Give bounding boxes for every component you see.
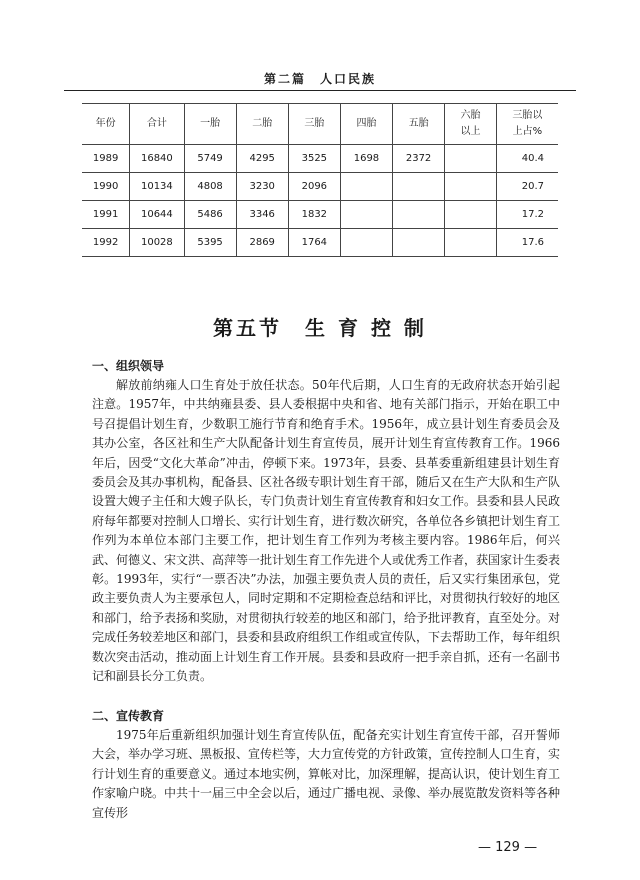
table-cell: 17.2 [496,201,558,229]
subsection-heading-publicity: 二、宣传教育 [92,709,165,723]
table-cell: 20.7 [496,173,558,201]
col-header-second: 二胎 [236,104,288,145]
table-row [82,201,558,229]
header-line: 六胎 [460,110,481,121]
table-cell: 10134 [130,173,184,201]
header-line: 上占% [512,126,543,137]
table-cell: 5395 [184,229,236,257]
table-cell: 5749 [184,145,236,173]
table-cell: 1832 [288,201,340,229]
table-cell: 1764 [288,229,340,257]
table-cell [393,173,445,201]
section-title: 第五节 生 育 控 制 [213,316,427,340]
table-cell: 3346 [236,201,288,229]
birth-order-table [82,103,558,257]
table-header-row [82,104,558,145]
header-rule [64,90,576,91]
table-cell [445,201,497,229]
table-cell: 4295 [236,145,288,173]
table-cell [445,145,497,173]
col-header-total: 合计 [130,104,184,145]
col-header-year: 年份 [82,104,130,145]
col-header-first: 一胎 [184,104,236,145]
table-cell: 5486 [184,201,236,229]
table-row [82,229,558,257]
page-number: — 129 — [478,840,538,855]
table-cell: 10644 [130,201,184,229]
running-head: 第二篇 人口民族 [263,72,376,86]
table-cell: 40.4 [496,145,558,173]
table-cell: 4808 [184,173,236,201]
table-cell: 1698 [340,145,392,173]
table-row [82,145,558,173]
table-cell [445,229,497,257]
col-header-third: 三胎 [288,104,340,145]
table-cell: 2869 [236,229,288,257]
table-cell [340,201,392,229]
table-cell: 2096 [288,173,340,201]
table-cell: 1990 [82,173,130,201]
table-cell: 10028 [130,229,184,257]
table-cell [340,229,392,257]
paragraph-publicity: 1975年后重新组织加强计划生育宣传队伍，配备充实计划生育宣传干部，召开誓师大会，举办学习班、黑板报、宣传栏等，大力宣传党的方针政策，宣传控制人口生育，实行计划生育的重要意义。通过本地实例，算帐对比，加深理解，提高认识，使计划生育工作家喻户晓。中共十一届三中全会以后，通过广播电视、录像、举办展览散发资料等各种宣传形 [92,728,561,820]
subsection-heading-organization: 一、组织领导 [92,359,165,373]
col-header-six-plus [445,104,497,145]
col-header-fourth: 四胎 [340,104,392,145]
table-cell: 2372 [393,145,445,173]
header-line: 三胎以 [512,110,543,121]
col-header-fifth: 五胎 [393,104,445,145]
table-cell [445,173,497,201]
table-cell: 3525 [288,145,340,173]
paragraph-organization: 解放前纳雍人口生育处于放任状态。50年代后期，人口生育的无政府状态开始引起注意。1957年，中共纳雍县委、县人委根据中央和省、地有关部门指示，开始在职工中号召提倡计划生育，少数职工施行节育和绝育手术。1956年，成立县计划生育委员会及其办公室，各区社和生产大队配备计划生育宣传员，展开计划生育宣传教育工作。1966年后，因受“文化大革命”冲击，停顿下来。1973年，县委、县革委重新组建县计划生育委员会及其办事机构，配备县、区社各级专职计划生育干部，随后又在生产大队和生产队设置大嫂子主任和大嫂子队长，专门负责计划生育宣传教育和妇女工作。县委和县人民政府每年都要对控制人口增长、实行计划生育，进行数次研究，各单位各乡镇把计划生育工作列为本单位本部门主要工作，把计划生育工作列为考核主要内容。1986年后，何兴武、何德义、宋文洪、高萍等一批计划生育工作先进个人或优秀工作者，获国家计生委表彰。1993年，实行“一票否决”办法，加强主要负责人员的责任，后又实行集团承包，党政主要负责人为主要承包人，同时定期和不定期检查总结和评比，对贯彻执行较好的地区和部门，给予表扬和奖励，对贯彻执行较差的地区和部门，给予批评教育，直至处分。对完成任务较差地区和部门，县委和县政府组织工作组或宣传队，下去帮助工作，每年组织数次突击活动，推动面上计划生育工作开展。县委和县政府一把手亲自抓，还有一名副书记和副县长分工负责。 [92,378,561,684]
table-cell [340,173,392,201]
table-cell: 3230 [236,173,288,201]
table-cell: 1989 [82,145,130,173]
table-cell: 1992 [82,229,130,257]
table-cell: 16840 [130,145,184,173]
header-line: 以上 [460,126,481,137]
table-cell: 1991 [82,201,130,229]
table-cell [393,229,445,257]
table-cell: 17.6 [496,229,558,257]
table-row [82,173,558,201]
col-header-three-plus-pct [496,104,558,145]
table-cell [393,201,445,229]
